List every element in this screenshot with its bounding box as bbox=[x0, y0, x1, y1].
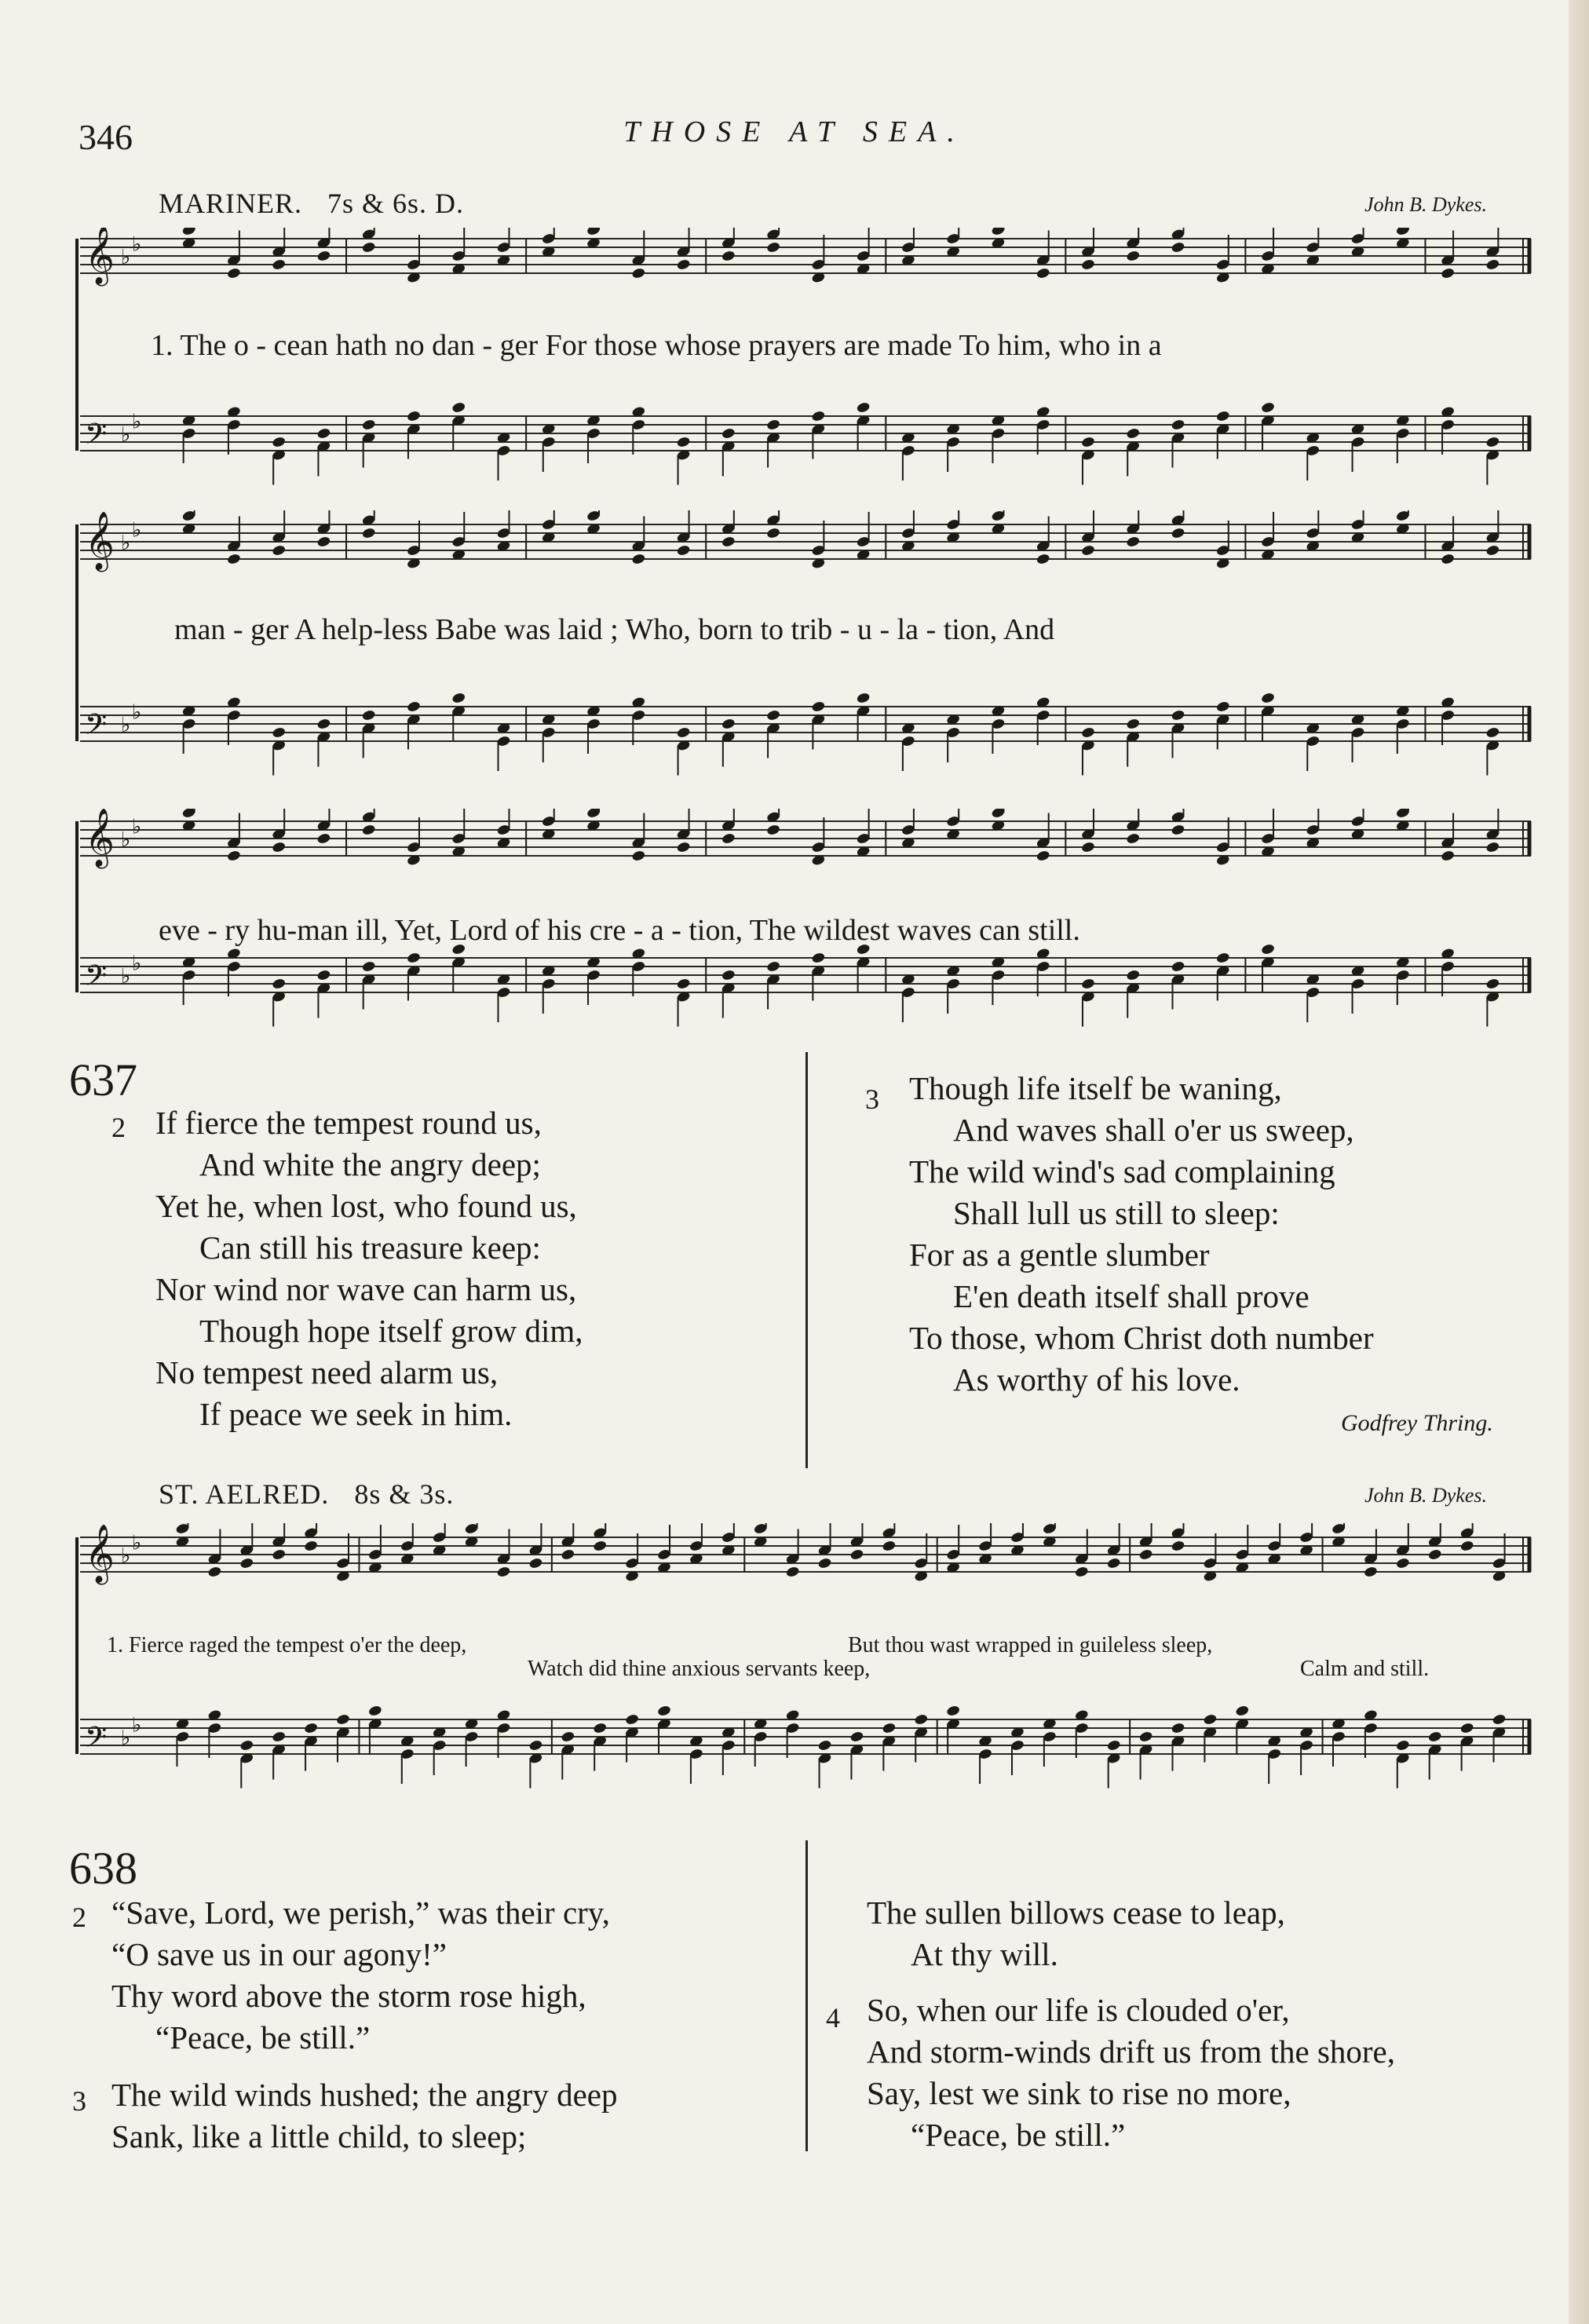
stanza-line: “O save us in our agony!” bbox=[111, 1936, 447, 1972]
note-head bbox=[766, 709, 781, 722]
treble-clef-icon: 𝄞 bbox=[85, 228, 115, 284]
note-head bbox=[1215, 410, 1230, 422]
stanza-line: Say, lest we sink to rise no more, bbox=[867, 2075, 1291, 2111]
flat-icon: ♭ bbox=[121, 423, 131, 447]
composer-mariner: John B. Dykes. bbox=[1364, 193, 1487, 216]
note-head bbox=[785, 1566, 800, 1578]
lyric-line-3: eve - ry hu-man ill, Yet, Lord of his cre - a - tion, The wildest waves can still. bbox=[159, 914, 1080, 947]
note-head bbox=[227, 850, 242, 862]
stanza-line: “Save, Lord, we perish,” was their cry, bbox=[111, 1895, 610, 1931]
note-head bbox=[1261, 943, 1276, 956]
note-head bbox=[272, 1730, 287, 1743]
stanza-line: To those, whom Christ doth number bbox=[909, 1320, 1374, 1356]
stanza-line: So, when our life is clouded o'er, bbox=[867, 1992, 1290, 2028]
stanza-line: The wild winds hushed; the angry deep bbox=[111, 2077, 618, 2113]
stanza-line: Sank, like a little child, to sleep; bbox=[111, 2118, 527, 2154]
note-head bbox=[1081, 977, 1096, 990]
lyric-bottom-a: Watch did thine anxious servants keep, bbox=[528, 1657, 871, 1681]
note-head bbox=[407, 700, 422, 713]
note-head bbox=[766, 527, 781, 539]
stanza-line: Though life itself be waning, bbox=[909, 1070, 1282, 1106]
stanza-number: 4 bbox=[826, 2002, 840, 2034]
note-head bbox=[361, 527, 376, 539]
note-head bbox=[316, 832, 331, 845]
note-head bbox=[304, 1722, 319, 1734]
note-head bbox=[1171, 527, 1185, 539]
bass-clef-icon: 𝄢 bbox=[85, 418, 108, 458]
note-head bbox=[361, 960, 376, 973]
note-head bbox=[1485, 977, 1500, 990]
note-head bbox=[316, 718, 331, 730]
note-head bbox=[336, 1713, 351, 1726]
flat-icon: ♭ bbox=[132, 410, 142, 434]
flat-icon: ♭ bbox=[132, 700, 142, 725]
note-head bbox=[1485, 436, 1500, 448]
flat-icon: ♭ bbox=[132, 1713, 142, 1738]
stanza-line: Thy word above the storm rose high, bbox=[111, 1978, 586, 2014]
note-head bbox=[407, 952, 422, 964]
stanza-line: No tempest need alarm us, bbox=[155, 1354, 499, 1390]
note-head bbox=[631, 267, 646, 280]
note-head bbox=[272, 544, 287, 557]
note-head bbox=[676, 544, 691, 557]
note-head bbox=[1459, 1540, 1474, 1552]
flat-icon: ♭ bbox=[121, 246, 131, 269]
treble-clef-icon: 𝄞 bbox=[85, 1525, 115, 1583]
note-head bbox=[1485, 544, 1500, 557]
note-head bbox=[1492, 1713, 1507, 1726]
note-head bbox=[676, 841, 691, 853]
note-head bbox=[946, 1705, 961, 1717]
note-head bbox=[1081, 258, 1096, 271]
note-head bbox=[316, 250, 331, 262]
note-head bbox=[361, 709, 376, 722]
note-head bbox=[1215, 700, 1230, 713]
tune-meter: 7s & 6s. D. bbox=[327, 188, 465, 219]
note-head bbox=[1171, 418, 1185, 431]
column-divider bbox=[805, 1840, 808, 2151]
stanza-line: For as a gentle slumber bbox=[909, 1237, 1210, 1273]
note-head bbox=[811, 410, 826, 422]
stanza-number: 2 bbox=[72, 1902, 86, 1933]
music-system-1 bbox=[72, 228, 1547, 510]
bass-clef-icon: 𝄢 bbox=[85, 708, 108, 748]
flat-icon: ♭ bbox=[121, 714, 131, 737]
note-head bbox=[1036, 267, 1050, 280]
note-head bbox=[528, 1557, 543, 1569]
note-head bbox=[1081, 841, 1096, 853]
page-gutter bbox=[1569, 0, 1589, 2324]
note-head bbox=[631, 850, 646, 862]
music-system-4 bbox=[72, 1523, 1547, 1853]
stanza-number: 3 bbox=[72, 2085, 86, 2117]
hymn-number-638: 638 bbox=[69, 1843, 137, 1894]
note-head bbox=[227, 553, 242, 565]
lyric-top-b: But thou wast wrapped in guileless sleep, bbox=[848, 1633, 1213, 1657]
note-head bbox=[625, 1713, 640, 1726]
stanza-line: “Peace, be still.” bbox=[911, 2117, 1126, 2153]
note-head bbox=[766, 418, 781, 431]
note-head bbox=[361, 824, 376, 836]
note-head bbox=[766, 960, 781, 973]
note-head bbox=[272, 977, 287, 990]
note-head bbox=[1138, 1548, 1153, 1561]
hymn638-stanza-3 bbox=[72, 2074, 618, 2158]
note-head bbox=[407, 410, 422, 422]
stanza-line: E'en death itself shall prove bbox=[953, 1278, 1310, 1314]
note-head bbox=[1106, 1739, 1121, 1752]
note-head bbox=[496, 1566, 511, 1578]
note-head bbox=[721, 718, 736, 730]
treble-staff bbox=[80, 228, 1531, 287]
treble-clef-icon: 𝄞 bbox=[85, 809, 115, 867]
note-head bbox=[227, 267, 242, 280]
flat-icon: ♭ bbox=[132, 232, 142, 257]
note-head bbox=[528, 1739, 543, 1752]
stanza-line: Yet he, when lost, who found us, bbox=[155, 1188, 577, 1224]
note-head bbox=[561, 1548, 575, 1561]
note-head bbox=[721, 832, 736, 845]
note-head bbox=[1171, 824, 1185, 836]
note-head bbox=[1441, 850, 1456, 862]
stanza-line: If fierce the tempest round us, bbox=[155, 1105, 542, 1141]
lyric-top-a: 1. Fierce raged the tempest o'er the deep, bbox=[107, 1633, 467, 1657]
note-head bbox=[451, 692, 466, 704]
flat-icon: ♭ bbox=[121, 828, 131, 852]
tune-meter: 8s & 3s. bbox=[354, 1478, 455, 1510]
hymn637-stanza-2 bbox=[111, 1102, 583, 1435]
note-head bbox=[316, 969, 331, 981]
note-head bbox=[1126, 832, 1141, 845]
bass-clef-icon: 𝄢 bbox=[85, 959, 108, 999]
tune-name: MARINER. bbox=[159, 188, 303, 219]
note-head bbox=[451, 401, 466, 414]
note-head bbox=[1485, 841, 1500, 853]
note-head bbox=[239, 1557, 254, 1569]
note-head bbox=[1081, 544, 1096, 557]
note-head bbox=[593, 1540, 608, 1552]
bass-staff bbox=[80, 943, 1531, 1026]
bass-staff bbox=[80, 401, 1531, 484]
stanza-number: 2 bbox=[111, 1112, 126, 1143]
note-head bbox=[811, 952, 826, 964]
flat-icon: ♭ bbox=[121, 965, 131, 988]
note-head bbox=[1036, 553, 1050, 565]
note-head bbox=[721, 535, 736, 548]
treble-staff bbox=[80, 1523, 1531, 1585]
note-head bbox=[1235, 1705, 1250, 1717]
note-head bbox=[239, 1739, 254, 1752]
note-head bbox=[1081, 726, 1096, 739]
bass-clef-icon: 𝄢 bbox=[85, 1721, 108, 1761]
note-head bbox=[1126, 969, 1141, 981]
flat-icon: ♭ bbox=[132, 815, 142, 839]
flat-icon: ♭ bbox=[121, 1544, 131, 1568]
stanza-number: 3 bbox=[865, 1083, 879, 1115]
note-head bbox=[593, 1722, 608, 1734]
note-head bbox=[304, 1540, 319, 1552]
note-head bbox=[721, 427, 736, 440]
note-head bbox=[631, 553, 646, 565]
page-number: 346 bbox=[79, 117, 133, 157]
treble-clef-icon: 𝄞 bbox=[85, 512, 115, 570]
note-head bbox=[1427, 1548, 1442, 1561]
hymn637-stanza-3 bbox=[865, 1068, 1374, 1401]
stanza-line: The sullen billows cease to leap, bbox=[867, 1895, 1285, 1931]
note-head bbox=[882, 1540, 897, 1552]
hymn-number-637: 637 bbox=[69, 1054, 137, 1105]
note-head bbox=[856, 692, 871, 704]
note-head bbox=[316, 427, 331, 440]
hymn638-stanza-2 bbox=[72, 1892, 610, 2059]
note-head bbox=[1126, 535, 1141, 548]
note-head bbox=[561, 1730, 575, 1743]
music-system-2 bbox=[72, 510, 1547, 801]
note-head bbox=[316, 535, 331, 548]
note-head bbox=[361, 241, 376, 254]
flat-icon: ♭ bbox=[132, 518, 142, 543]
note-head bbox=[817, 1557, 832, 1569]
tune-name: ST. AELRED. bbox=[159, 1478, 330, 1510]
stanza-line: At thy will. bbox=[911, 1936, 1058, 1972]
note-head bbox=[1441, 553, 1456, 565]
note-head bbox=[657, 1705, 672, 1717]
hymn638-stanza-3-cont bbox=[867, 1892, 1285, 1975]
note-head bbox=[1215, 952, 1230, 964]
staff-pair-2 bbox=[72, 510, 1547, 801]
note-head bbox=[1171, 709, 1185, 722]
flat-icon: ♭ bbox=[121, 532, 131, 555]
stanza-line: And white the angry deep; bbox=[199, 1146, 541, 1182]
note-head bbox=[1395, 1557, 1410, 1569]
hymn638-stanza-4 bbox=[826, 1990, 1395, 2156]
note-head bbox=[1441, 267, 1456, 280]
staff-pair-4 bbox=[72, 1523, 1547, 1853]
flat-icon: ♭ bbox=[132, 952, 142, 976]
stanza-line: Nor wind nor wave can harm us, bbox=[155, 1271, 577, 1307]
lyric-line-1: 1. The o - cean hath no dan - ger For those whose prayers are made To him, who in a bbox=[151, 329, 1162, 362]
staff-pair-1 bbox=[72, 228, 1547, 510]
note-head bbox=[1485, 258, 1500, 271]
note-head bbox=[882, 1722, 897, 1734]
note-head bbox=[272, 1548, 287, 1561]
note-head bbox=[272, 258, 287, 271]
treble-staff bbox=[80, 510, 1531, 572]
note-head bbox=[914, 1713, 929, 1726]
note-head bbox=[1171, 1540, 1185, 1552]
tune-title-mariner bbox=[159, 187, 464, 220]
stanza-line: As worthy of his love. bbox=[953, 1361, 1240, 1398]
stanza-line: And storm-winds drift us from the shore, bbox=[867, 2034, 1395, 2070]
note-head bbox=[1261, 401, 1276, 414]
note-head bbox=[849, 1548, 864, 1561]
note-head bbox=[361, 418, 376, 431]
note-head bbox=[1364, 1566, 1379, 1578]
note-head bbox=[1485, 726, 1500, 739]
note-head bbox=[766, 824, 781, 836]
stanza-line: The wild wind's sad complaining bbox=[909, 1153, 1335, 1189]
lyric-line-2: man - ger A help-less Babe was laid ; Who, born to trib - u - la - tion, And bbox=[174, 613, 1055, 646]
note-head bbox=[676, 258, 691, 271]
note-head bbox=[367, 1705, 382, 1717]
tune-title-st-aelred bbox=[159, 1478, 454, 1511]
lyric-bottom-b: Calm and still. bbox=[1300, 1657, 1430, 1681]
note-head bbox=[1459, 1722, 1474, 1734]
note-head bbox=[1261, 692, 1276, 704]
note-head bbox=[1036, 850, 1050, 862]
composer-st-aelred: John B. Dykes. bbox=[1364, 1484, 1487, 1507]
note-head bbox=[272, 841, 287, 853]
note-head bbox=[811, 700, 826, 713]
bass-staff bbox=[80, 692, 1531, 775]
note-head bbox=[272, 436, 287, 448]
note-head bbox=[817, 1739, 832, 1752]
note-head bbox=[1126, 718, 1141, 730]
note-head bbox=[849, 1730, 864, 1743]
hymn637-author: Godfrey Thring. bbox=[1341, 1410, 1493, 1436]
note-head bbox=[676, 977, 691, 990]
flat-icon: ♭ bbox=[132, 1531, 142, 1555]
flat-icon: ♭ bbox=[121, 1727, 131, 1750]
note-head bbox=[1171, 960, 1185, 973]
note-head bbox=[207, 1566, 222, 1578]
note-head bbox=[1427, 1730, 1442, 1743]
note-head bbox=[856, 401, 871, 414]
note-head bbox=[1126, 427, 1141, 440]
note-head bbox=[721, 969, 736, 981]
note-head bbox=[1081, 436, 1096, 448]
note-head bbox=[766, 241, 781, 254]
treble-staff bbox=[80, 809, 1531, 869]
stanza-line: If peace we seek in him. bbox=[199, 1396, 513, 1432]
column-divider bbox=[805, 1052, 808, 1468]
note-head bbox=[1126, 250, 1141, 262]
note-head bbox=[676, 726, 691, 739]
note-head bbox=[1171, 241, 1185, 254]
note-head bbox=[1138, 1730, 1153, 1743]
note-head bbox=[272, 726, 287, 739]
stanza-line: Though hope itself grow dim, bbox=[199, 1313, 583, 1349]
stanza-line: Shall lull us still to sleep: bbox=[953, 1195, 1280, 1231]
note-head bbox=[1106, 1557, 1121, 1569]
bass-staff bbox=[80, 1705, 1531, 1788]
running-head: THOSE AT SEA. bbox=[623, 115, 966, 148]
note-head bbox=[1171, 1722, 1185, 1734]
stanza-line: “Peace, be still.” bbox=[155, 2019, 371, 2055]
stanza-line: And waves shall o'er us sweep, bbox=[953, 1112, 1354, 1148]
note-head bbox=[721, 250, 736, 262]
note-head bbox=[1203, 1713, 1218, 1726]
note-head bbox=[1074, 1566, 1089, 1578]
note-head bbox=[1395, 1739, 1410, 1752]
stanza-line: Can still his treasure keep: bbox=[199, 1230, 541, 1266]
note-head bbox=[676, 436, 691, 448]
